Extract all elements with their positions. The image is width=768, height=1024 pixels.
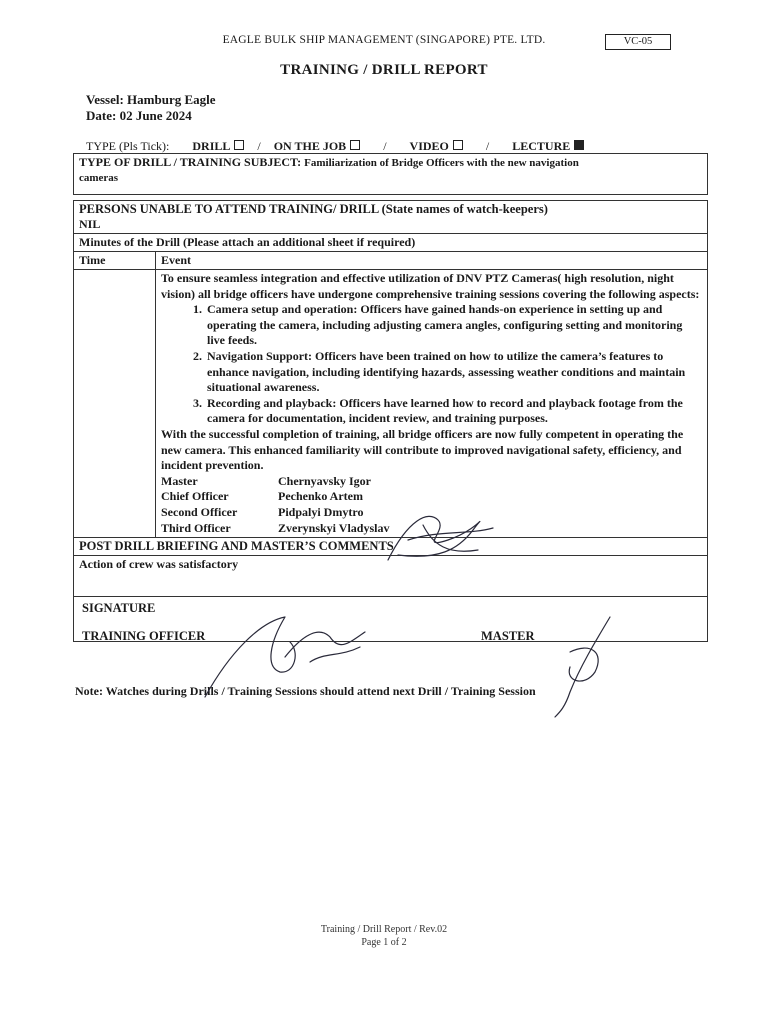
subject-value-cont: cameras bbox=[79, 172, 119, 184]
minutes-content-row bbox=[74, 270, 708, 538]
training-officer-label: TRAINING OFFICER bbox=[82, 629, 206, 644]
type-option-video: VIDEO bbox=[410, 139, 463, 154]
minutes-label-row bbox=[74, 234, 708, 252]
officer-row: Chief Officer Pechenko Artem bbox=[161, 489, 363, 504]
subject-value: Familiarization of Bridge Officers with the new navigation bbox=[304, 157, 579, 169]
list-item: 1. Camera setup and operation: Officers have gained hands-on experience in setting up and operating the camera, including adjusting camera angles, configuring setting and monitoring live feeds. bbox=[205, 302, 702, 349]
drill-checkbox bbox=[234, 140, 244, 150]
officers-signature-icon bbox=[378, 500, 498, 570]
master-label: MASTER bbox=[481, 629, 535, 644]
type-option-lecture: LECTURE bbox=[512, 139, 584, 154]
training-officer-signature-icon bbox=[190, 612, 370, 702]
briefing-label: POST DRILL BRIEFING AND MASTER’S COMMENTS bbox=[74, 538, 708, 556]
unable-row bbox=[74, 201, 708, 234]
signature-label: SIGNATURE bbox=[82, 601, 156, 616]
training-aspects-list bbox=[161, 302, 702, 427]
officer-row: Third Officer Zverynskyi Vladyslav bbox=[161, 520, 390, 535]
lecture-checkbox bbox=[574, 140, 584, 150]
on-the-job-checkbox bbox=[350, 140, 360, 150]
officer-row: Master Chernyavsky Igor bbox=[161, 473, 372, 488]
officer-row: Second Officer Pidpalyi Dmytro bbox=[161, 504, 364, 519]
list-item: 2. Navigation Support: Officers have been trained on how to utilize the camera’s features to enhance navigation, including identifying hazards, assessing weather conditions and maintain situational awareness. bbox=[205, 349, 702, 396]
minutes-intro: To ensure seamless integration and effective utilization of DNV PTZ Cameras( high resolution, night vision) all bridge officers have undergone comprehensive training sessions covering the following aspects: bbox=[161, 271, 700, 301]
video-checkbox bbox=[453, 140, 463, 150]
event-cell bbox=[156, 270, 708, 538]
subject-label: TYPE OF DRILL / TRAINING SUBJECT: bbox=[79, 155, 302, 169]
time-column-header: Time bbox=[74, 252, 156, 270]
unable-value: NIL bbox=[79, 217, 101, 231]
type-label: TYPE (Pls Tick): bbox=[86, 139, 170, 153]
company-name: EAGLE BULK SHIP MANAGEMENT (SINGAPORE) PTE. LTD. bbox=[222, 34, 546, 46]
time-cell bbox=[74, 270, 156, 538]
report-date: Date: 02 June 2024 bbox=[86, 108, 192, 123]
minutes-label: Minutes of the Drill (Please attach an additional sheet if required) bbox=[74, 234, 708, 252]
attendance-note: Note: Watches during Drills / Training Sessions should attend next Drill / Training Session bbox=[75, 684, 536, 698]
type-option-on-the-job: ON THE JOB bbox=[274, 139, 360, 154]
vessel-name: Vessel: Hamburg Eagle bbox=[86, 92, 216, 107]
list-item: 3. Recording and playback: Officers have learned how to record and playback footage from the camera for documentation, incident review, and training purposes. bbox=[205, 396, 702, 427]
report-title: TRAINING / DRILL REPORT bbox=[280, 62, 488, 78]
minutes-conclusion: With the successful completion of training, all bridge officers are now fully competent in operating the new camera. This enhanced familiarity will contribute to improved navigational safety, efficiency, and incident prevention. bbox=[161, 426, 684, 473]
footer-revision: Training / Drill Report / Rev.02 bbox=[320, 924, 448, 935]
master-signature-icon bbox=[540, 612, 620, 722]
footer-page-number: Page 1 of 2 bbox=[361, 937, 407, 948]
minutes-header-row bbox=[74, 252, 708, 270]
briefing-value: Action of crew was satisfactory bbox=[74, 556, 708, 597]
subject-row bbox=[74, 154, 708, 195]
type-row: TYPE (Pls Tick): DRILL / ON THE JOB / VIDEO / LECTURE bbox=[86, 139, 584, 154]
type-option-drill: DRILL bbox=[192, 139, 244, 154]
event-column-header: Event bbox=[156, 252, 708, 270]
unable-label: PERSONS UNABLE TO ATTEND TRAINING/ DRILL (State names of watch-keepers) bbox=[79, 202, 548, 216]
form-code: VC-05 bbox=[605, 34, 671, 50]
